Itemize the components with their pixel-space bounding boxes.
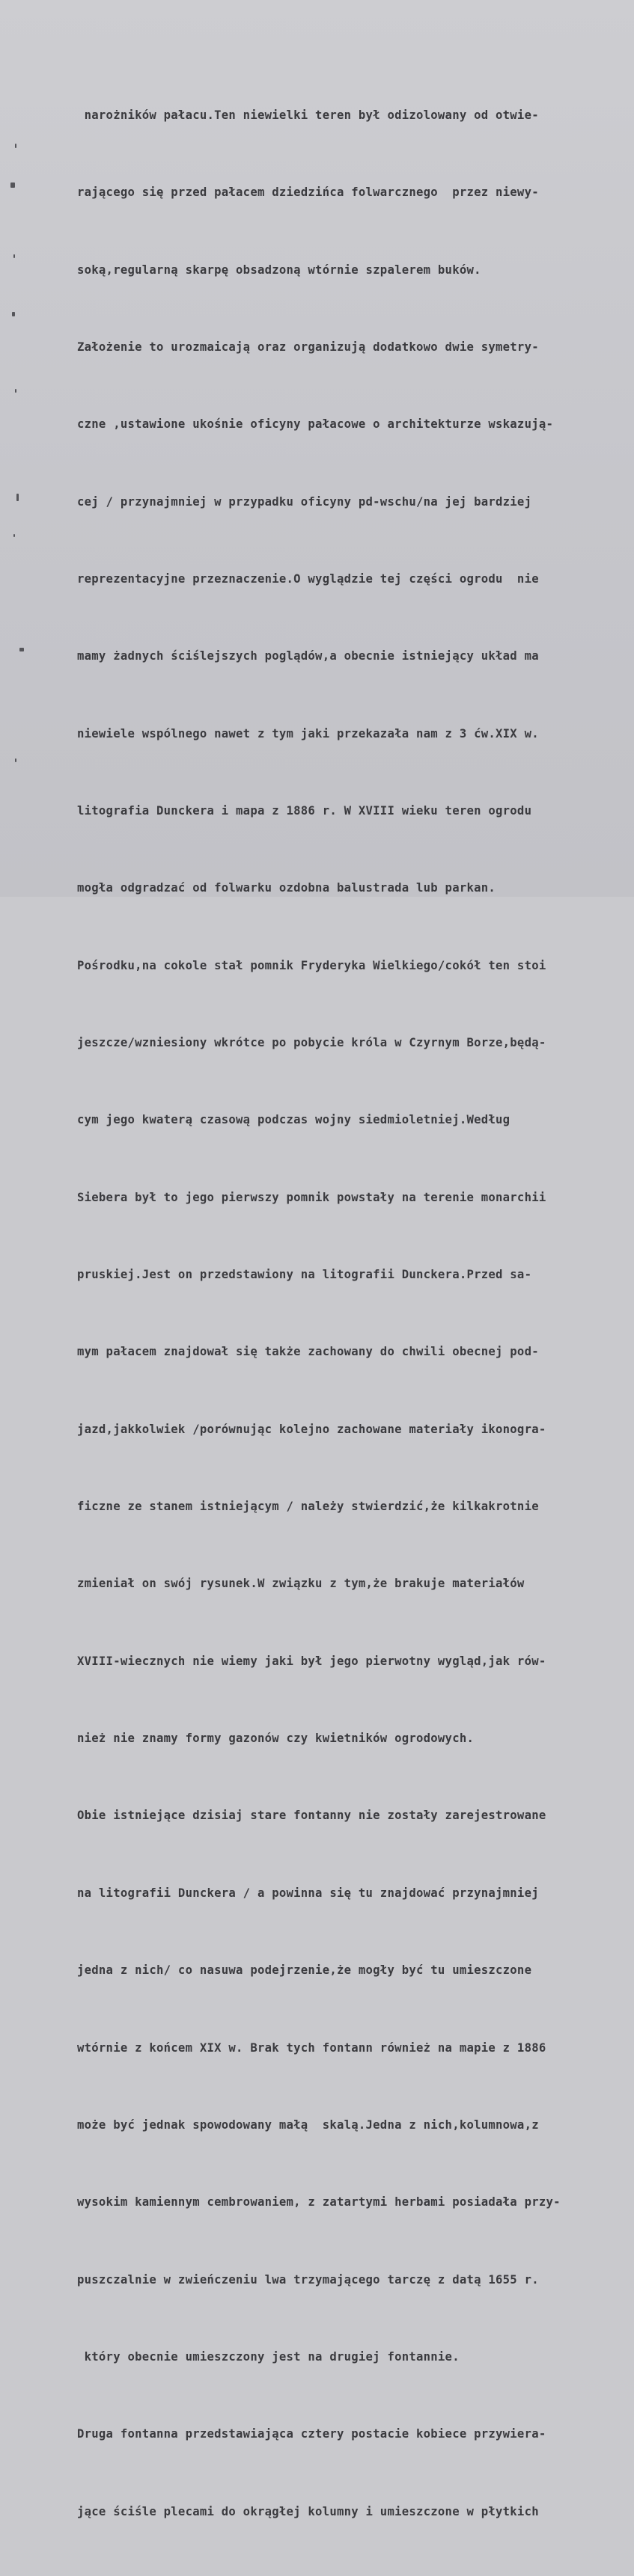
margin-mark bbox=[15, 758, 16, 762]
text-line: mym pałacem znajdował się także zachowany do chwili obecnej pod- bbox=[77, 1345, 539, 1359]
text-line: jedna z nich/ co nasuwa podejrzenie,że mogły być tu umieszczone bbox=[77, 1963, 532, 1978]
text-line: jazd,jakkolwiek /porównując kolejno zachowane materiały ikonogra- bbox=[77, 1422, 546, 1436]
text-line: który obecnie umieszczony jest na drugiej fontannie. bbox=[77, 2349, 460, 2364]
margin-mark bbox=[13, 534, 15, 537]
text-line: czne ,ustawione ukośnie oficyny pałacowe o architekturze wskazują- bbox=[77, 417, 554, 432]
margin-mark bbox=[12, 312, 15, 316]
text-line: cym jego kwaterą czasową podczas wojny siedmioletniej.Według bbox=[77, 1113, 510, 1127]
text-line: pruskiej.Jest on przedstawiony na litografii Dunckera.Przed sa- bbox=[77, 1268, 532, 1282]
text-line: puszczalnie w zwieńczeniu lwa trzymającego tarczę z datą 1655 r. bbox=[77, 2272, 539, 2287]
text-line: litografia Dunckera i mapa z 1886 r. W XVIII wieku teren ogrodu bbox=[77, 804, 532, 818]
text-line: Założenie to urozmaicają oraz organizują dodatkowo dwie symetry- bbox=[77, 340, 539, 354]
text-line: narożników pałacu.Ten niewielki teren był odizolowany od otwie- bbox=[77, 108, 539, 122]
text-line: Siebera był to jego pierwszy pomnik powstały na terenie monarchii bbox=[77, 1190, 546, 1204]
text-line: zmieniał on swój rysunek.W związku z tym,że brakuje materiałów bbox=[77, 1577, 525, 1591]
text-line: na litografii Dunckera / a powinna się tu znajdować przynajmniej bbox=[77, 1886, 539, 1900]
typewritten-text bbox=[77, 51, 616, 2576]
text-line: niewiele wspólnego nawet z tym jaki przekazała nam z 3 ćw.XIX w. bbox=[77, 726, 539, 740]
text-line: soką,regularną skarpę obsadzoną wtórnie szpalerem buków. bbox=[77, 263, 481, 277]
text-line: Druga fontanna przedstawiająca cztery postacie kobiece przywiera- bbox=[77, 2427, 546, 2441]
margin-mark bbox=[10, 183, 15, 188]
text-line: może być jednak spowodowany małą skalą.Jedna z nich,kolumnowa,z bbox=[77, 2117, 539, 2132]
text-line: nież nie znamy formy gazonów czy kwietników ogrodowych. bbox=[77, 1732, 475, 1746]
text-line: cej / przynajmniej w przypadku oficyny pd-wschu/na jej bardziej bbox=[77, 494, 532, 509]
text-line: wysokim kamiennym cembrowaniem, z zatartymi herbami posiadała przy- bbox=[77, 2195, 561, 2209]
margin-mark bbox=[13, 254, 15, 258]
text-line: mamy żadnych ściślejszych poglądów,a obecnie istniejący układ ma bbox=[77, 649, 539, 663]
text-line: reprezentacyjne przeznaczenie.O wyglądzie tej części ogrodu nie bbox=[77, 571, 539, 586]
text-line: rającego się przed pałacem dziedzińca folwarcznego przez niewy- bbox=[77, 185, 539, 200]
margin-mark bbox=[16, 494, 19, 501]
text-line: wtórnie z końcem XIX w. Brak tych fontann również na mapie z 1886 bbox=[77, 2040, 546, 2055]
margin-mark bbox=[19, 648, 24, 651]
text-line: XVIII-wiecznych nie wiemy jaki był jego pierwotny wygląd,jak rów- bbox=[77, 1654, 546, 1668]
margin-mark bbox=[15, 144, 16, 148]
text-line: ficzne ze stanem istniejącym / należy stwierdzić,że kilkakrotnie bbox=[77, 1500, 539, 1514]
text-line: Pośrodku,na cokole stał pomnik Fryderyka Wielkiego/cokół ten stoi bbox=[77, 958, 546, 972]
margin-mark bbox=[15, 389, 16, 393]
text-line: Obie istniejące dzisiaj stare fontanny nie zostały zarejestrowane bbox=[77, 1809, 546, 1823]
text-line: mogła odgradzać od folwarku ozdobna balustrada lub parkan. bbox=[77, 881, 496, 895]
text-line: jeszcze/wzniesiony wkrótce po pobycie króla w Czyrnym Borze,będą- bbox=[77, 1036, 546, 1050]
text-line: jące ściśle plecami do okrągłej kolumny i umieszczone w płytkich bbox=[77, 2504, 539, 2518]
